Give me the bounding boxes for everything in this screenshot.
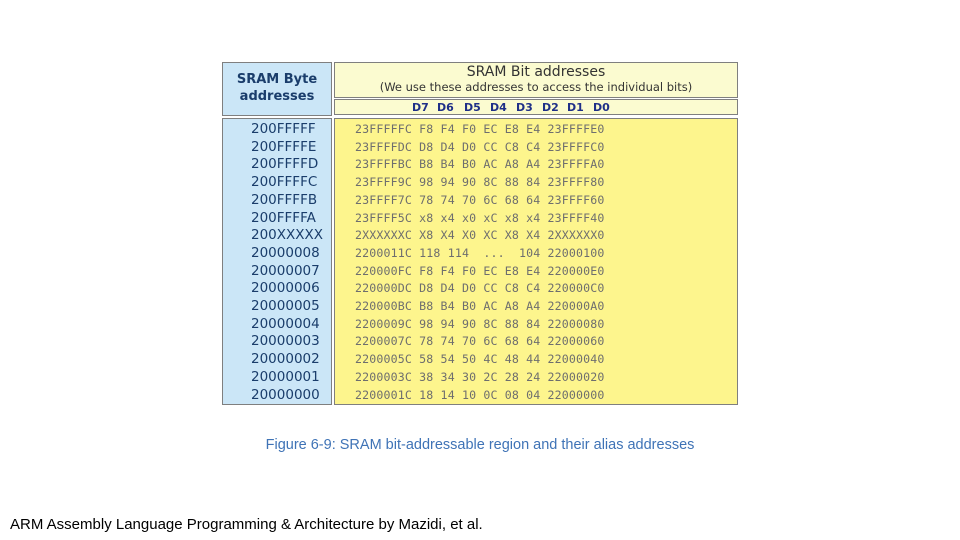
byte-address: 20000006 xyxy=(251,280,320,297)
bit-address-row: 2200003C 38 34 30 2C 28 24 22000020 xyxy=(355,369,605,384)
byte-address: 20000004 xyxy=(251,315,320,332)
bit-address-row: 220000DC D8 D4 D0 CC C8 C4 220000C0 xyxy=(355,281,605,296)
byte-address: 20000002 xyxy=(251,351,320,368)
bit-address-row: 23FFFFBC B8 B4 B0 AC A8 A4 23FFFFA0 xyxy=(355,157,605,172)
byte-address: 20000008 xyxy=(251,244,320,261)
slide-footer: ARM Assembly Language Programming & Architecture by Mazidi, et al. xyxy=(10,516,483,533)
bit-address-row: 2200001C 18 14 10 0C 08 04 22000000 xyxy=(355,387,605,402)
bit-col-d5: D5 xyxy=(464,101,481,114)
bit-col-d3: D3 xyxy=(516,101,533,114)
bit-col-d1: D1 xyxy=(567,101,584,114)
bit-column-headers xyxy=(334,99,738,115)
bit-address-header xyxy=(334,62,738,98)
byte-address: 200FFFFF xyxy=(251,121,316,137)
byte-address: 200FFFFA xyxy=(251,209,316,226)
byte-address: 20000001 xyxy=(251,368,320,385)
bit-address-row: 23FFFFFC F8 F4 F0 EC E8 E4 23FFFFE0 xyxy=(355,122,605,136)
bit-address-row: 23FFFF7C 78 74 70 6C 68 64 23FFFF60 xyxy=(355,192,605,207)
byte-address-list xyxy=(222,118,332,405)
byte-address: 20000007 xyxy=(251,262,320,279)
bit-address-row: 2200007C 78 74 70 6C 68 64 22000060 xyxy=(355,334,605,349)
byte-address: 200FFFFB xyxy=(251,191,318,208)
bit-address-row: 2200005C 58 54 50 4C 48 44 22000040 xyxy=(355,352,605,367)
byte-address: 200FFFFE xyxy=(251,138,317,155)
bit-address-row: 23FFFF9C 98 94 90 8C 88 84 23FFFF80 xyxy=(355,175,605,190)
bit-address-row: 2200009C 98 94 90 8C 88 84 22000080 xyxy=(355,316,605,331)
byte-header-line2: addresses xyxy=(239,89,315,104)
figure-caption: Figure 6-9: SRAM bit-addressable region and their alias addresses xyxy=(265,437,695,453)
bit-header-title: SRAM Bit addresses xyxy=(466,64,606,80)
byte-address: 200XXXXX xyxy=(251,227,324,244)
byte-address-header xyxy=(222,62,332,116)
bit-col-d6: D6 xyxy=(437,101,454,114)
bit-address-row: 2200011C 118 114 ... 104 22000100 xyxy=(355,245,605,260)
byte-address: 20000005 xyxy=(251,298,320,314)
byte-address: 200FFFFD xyxy=(251,156,319,173)
bit-col-d0: D0 xyxy=(593,101,610,114)
bit-address-row: 220000BC B8 B4 B0 AC A8 A4 220000A0 xyxy=(355,299,605,313)
byte-address: 200FFFFC xyxy=(251,174,318,191)
bit-col-d7: D7 xyxy=(412,101,429,114)
byte-address: 20000000 xyxy=(251,386,320,403)
bit-address-row: 23FFFFDC D8 D4 D0 CC C8 C4 23FFFFC0 xyxy=(355,139,605,154)
byte-address: 20000003 xyxy=(251,333,320,350)
bit-address-row: 2XXXXXXC X8 X4 X0 XC X8 X4 2XXXXXX0 xyxy=(355,228,605,243)
bit-col-d4: D4 xyxy=(490,101,507,114)
byte-header-line1: SRAM Byte xyxy=(236,72,318,87)
bit-address-row: 23FFFF5C x8 x4 x0 xC x8 x4 23FFFF40 xyxy=(355,210,605,225)
bit-address-row: 220000FC F8 F4 F0 EC E8 E4 220000E0 xyxy=(355,263,605,278)
bit-header-subtitle: (We use these addresses to access the individual bits) xyxy=(379,80,693,94)
bit-address-grid xyxy=(334,118,738,405)
bit-col-d2: D2 xyxy=(542,101,559,114)
